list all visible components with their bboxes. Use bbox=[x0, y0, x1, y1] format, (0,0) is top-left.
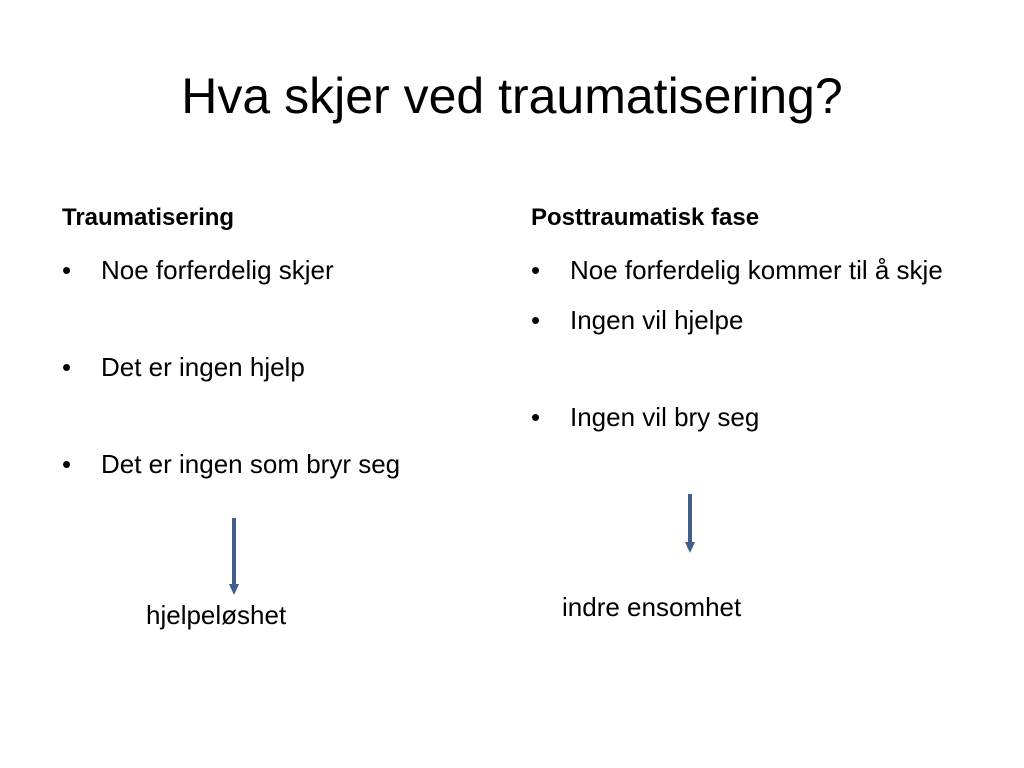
bullet-icon: • bbox=[62, 352, 72, 382]
right-bullet-text: Ingen vil hjelpe bbox=[570, 305, 744, 335]
right-bullet-item bbox=[531, 300, 971, 340]
left-bullet-text: Noe forferdelig skjer bbox=[101, 255, 334, 285]
bullet-icon: • bbox=[531, 305, 541, 335]
left-conclusion: hjelpeløshet bbox=[146, 600, 287, 630]
bullet-icon: • bbox=[531, 255, 541, 285]
left-bullet-item bbox=[62, 444, 482, 484]
slide-title: Hva skjer ved traumatisering? bbox=[181, 68, 843, 124]
right-bullet-text: Noe forferdelig kommer til å skje bbox=[570, 255, 943, 285]
down-arrow-icon bbox=[684, 494, 696, 554]
left-column-heading: Traumatisering bbox=[62, 204, 235, 231]
bullet-icon: • bbox=[62, 449, 72, 479]
left-bullet-list bbox=[62, 250, 482, 484]
bullet-icon: • bbox=[531, 402, 541, 432]
right-bullet-item bbox=[531, 250, 971, 290]
left-bullet-text: Det er ingen som bryr seg bbox=[101, 449, 401, 479]
right-bullet-item bbox=[531, 397, 971, 437]
right-bullet-list bbox=[531, 250, 971, 437]
down-arrow-icon bbox=[228, 518, 240, 596]
left-bullet-text: Det er ingen hjelp bbox=[101, 352, 305, 382]
right-conclusion: indre ensomhet bbox=[562, 592, 742, 622]
right-bullet-text: Ingen vil bry seg bbox=[570, 402, 760, 432]
right-column-heading: Posttraumatisk fase bbox=[531, 204, 760, 231]
left-bullet-item bbox=[62, 347, 482, 387]
left-bullet-item bbox=[62, 250, 482, 290]
bullet-icon: • bbox=[62, 255, 72, 285]
